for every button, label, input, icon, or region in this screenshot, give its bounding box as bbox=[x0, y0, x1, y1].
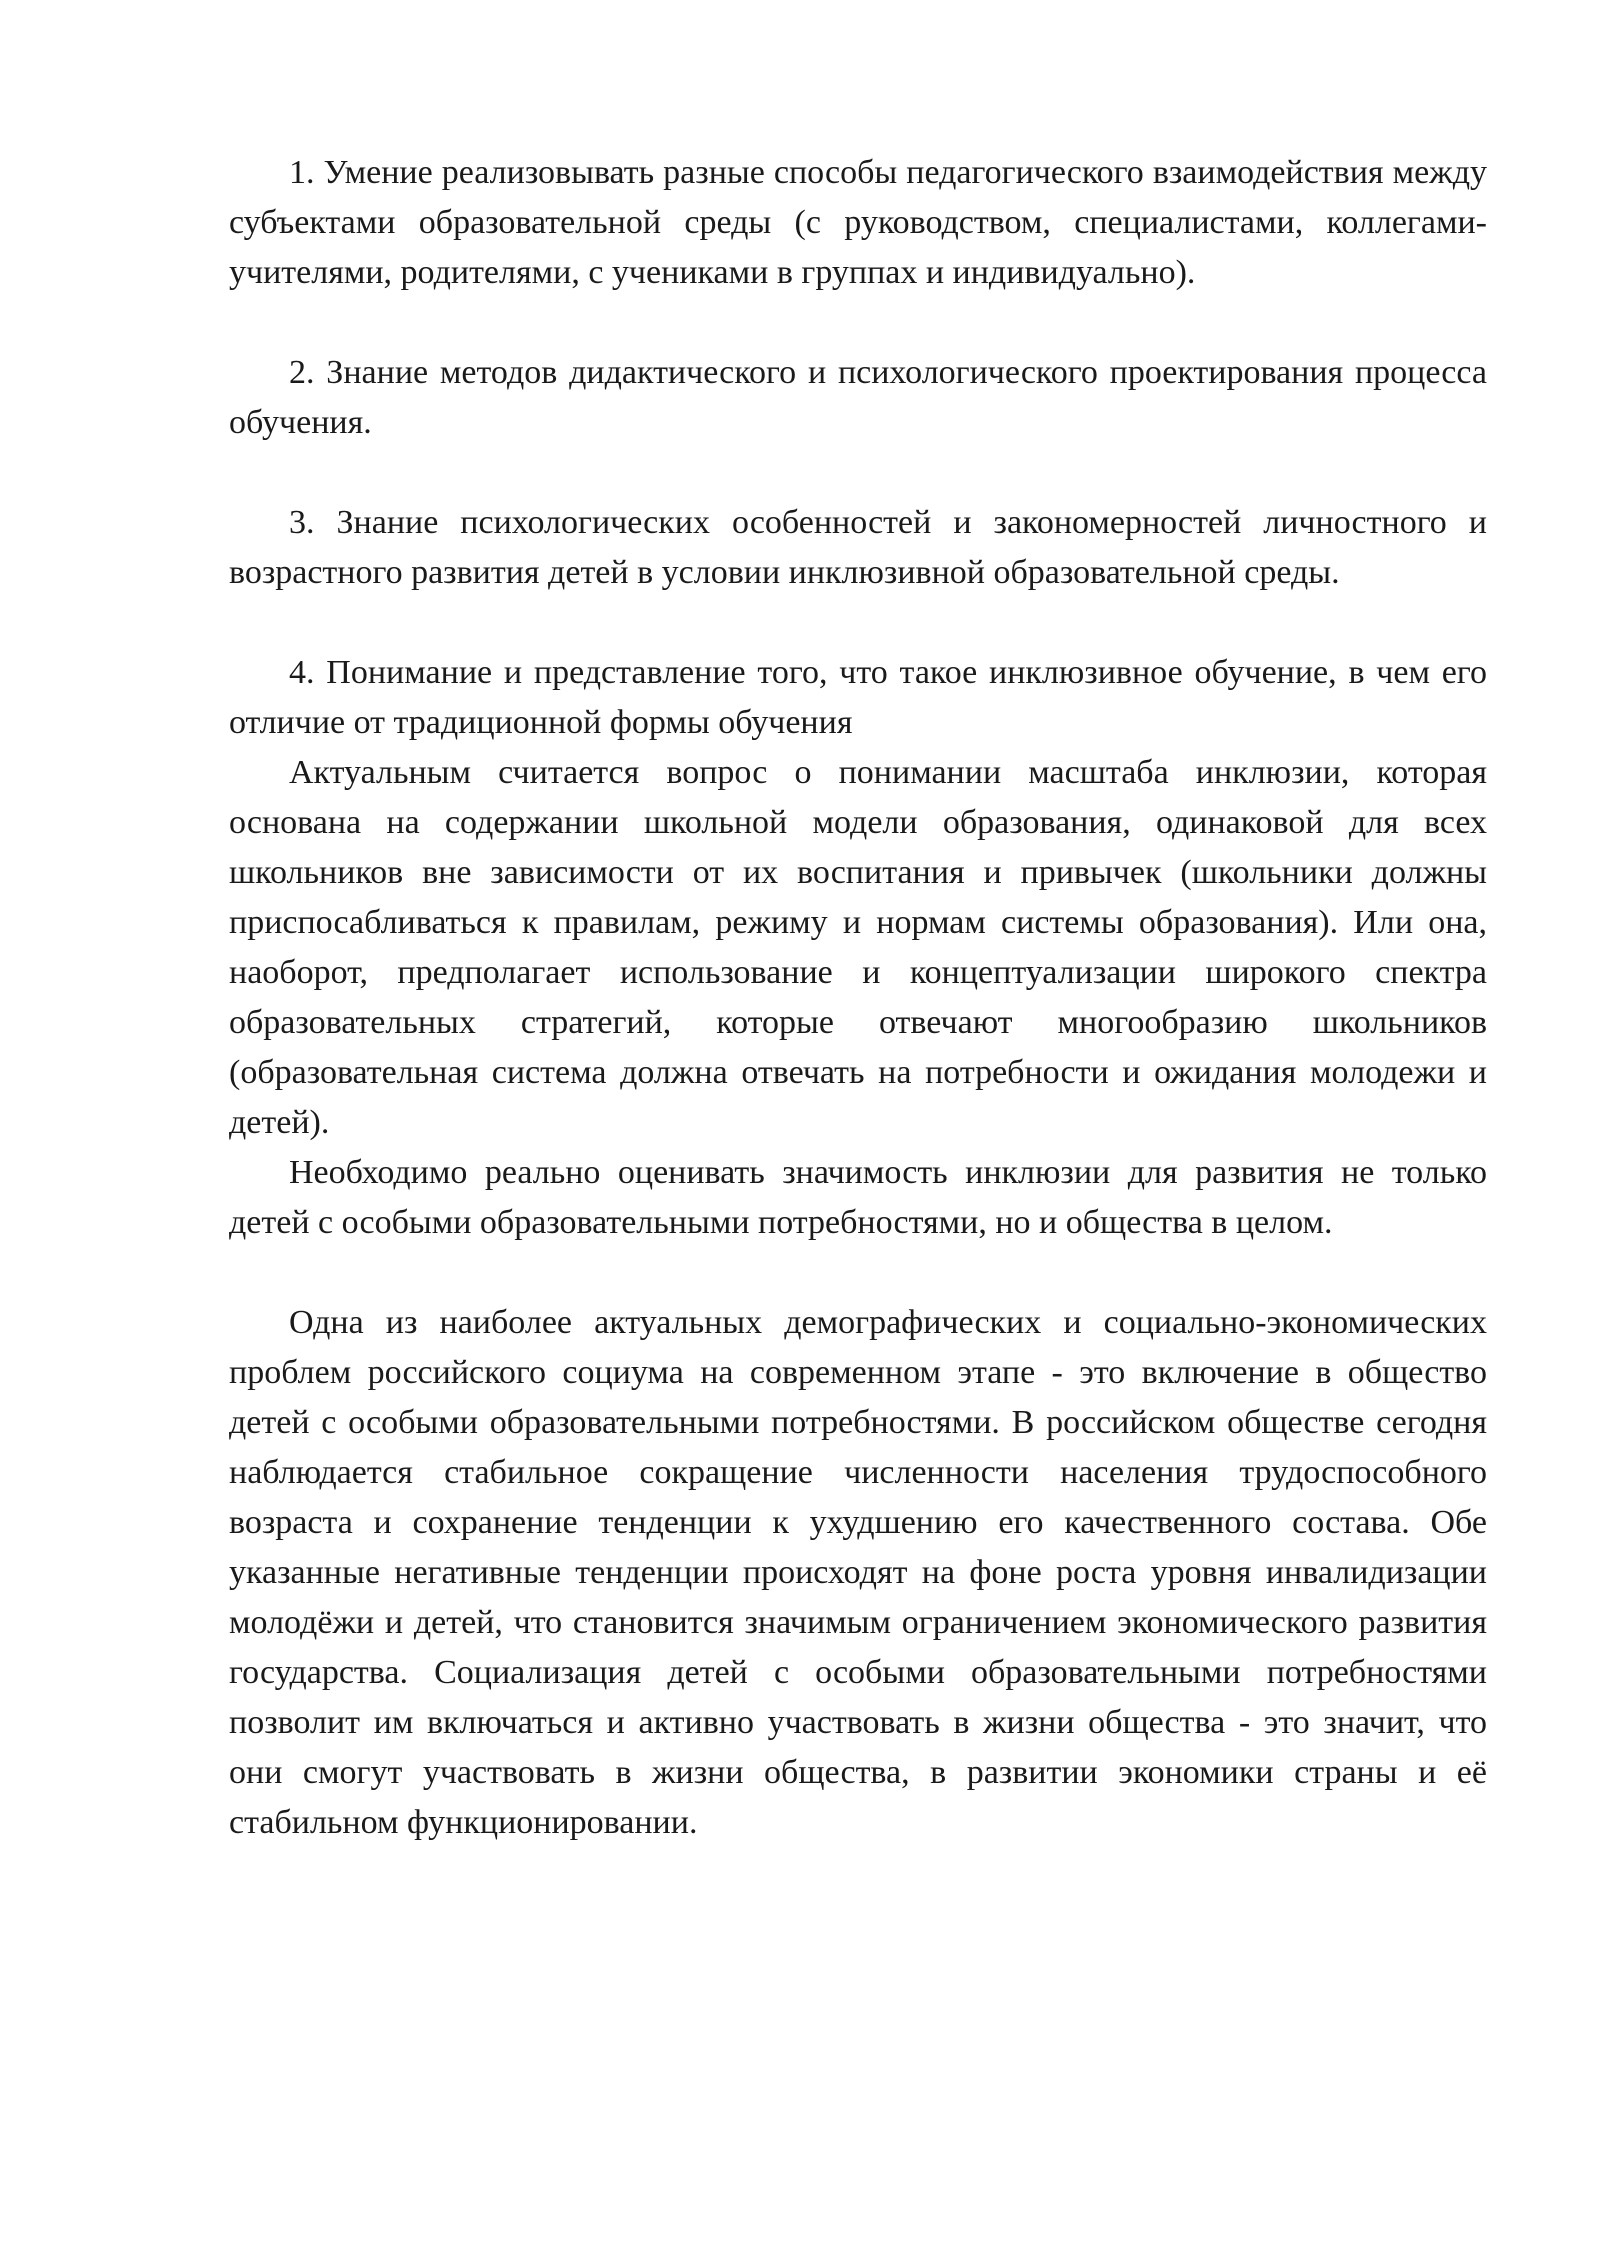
paragraph-inclusion-significance: Необходимо реально оценивать значимость инклюзии для развития не только детей с особыми образовательными потребностями, но и общества в целом. bbox=[229, 1154, 1487, 1241]
paragraph-spacer bbox=[229, 298, 1487, 348]
paragraph-spacer bbox=[229, 1248, 1487, 1298]
document-body bbox=[229, 148, 1487, 1848]
paragraph-item-4: 4. Понимание и представление того, что такое инклюзивное обучение, в чем его отличие от традиционной формы обучения bbox=[229, 654, 1487, 741]
paragraph-item-1: 1. Умение реализовывать разные способы педагогического взаимодействия между субъектами образовательной среды (с руководством, специалистами, коллегами-учителями, родителями, с учениками в группах и индивидуально). bbox=[229, 154, 1487, 291]
paragraph-demographic-problems: Одна из наиболее актуальных демографических и социально-экономических проблем российского социума на современном этапе - это включение в общество детей с особыми образовательными потребностями. В российском обществе сегодня наблюдается стабильное сокращение численности населения трудоспособного возраста и сохранение тенденции к ухудшению его качественного состава. Обе указанные негативные тенденции происходят на фоне роста уровня инвалидизации молодёжи и детей, что становится значимым ограничением экономического развития государства. Социализация детей с особыми образовательными потребностями позволит им включаться и активно участвовать в жизни общества - это значит, что они смогут участвовать в жизни общества, в развитии экономики страны и её стабильном функционировании. bbox=[229, 1304, 1487, 1841]
paragraph-spacer bbox=[229, 448, 1487, 498]
paragraph-item-2: 2. Знание методов дидактического и психологического проектирования процесса обучения. bbox=[229, 354, 1487, 441]
paragraph-item-3: 3. Знание психологических особенностей и закономерностей личностного и возрастного развития детей в условии инклюзивной образовательной среды. bbox=[229, 504, 1487, 591]
paragraph-inclusion-scale: Актуальным считается вопрос о понимании масштаба инклюзии, которая основана на содержании школьной модели образования, одинаковой для всех школьников вне зависимости от их воспитания и привычек (школьники должны приспосабливаться к правилам, режиму и нормам системы образования). Или она, наоборот, предполагает использование и концептуализации широкого спектра образовательных стратегий, которые отвечают многообразию школьников (образовательная система должна отвечать на потребности и ожидания молодежи и детей). bbox=[229, 754, 1487, 1141]
paragraph-spacer bbox=[229, 598, 1487, 648]
